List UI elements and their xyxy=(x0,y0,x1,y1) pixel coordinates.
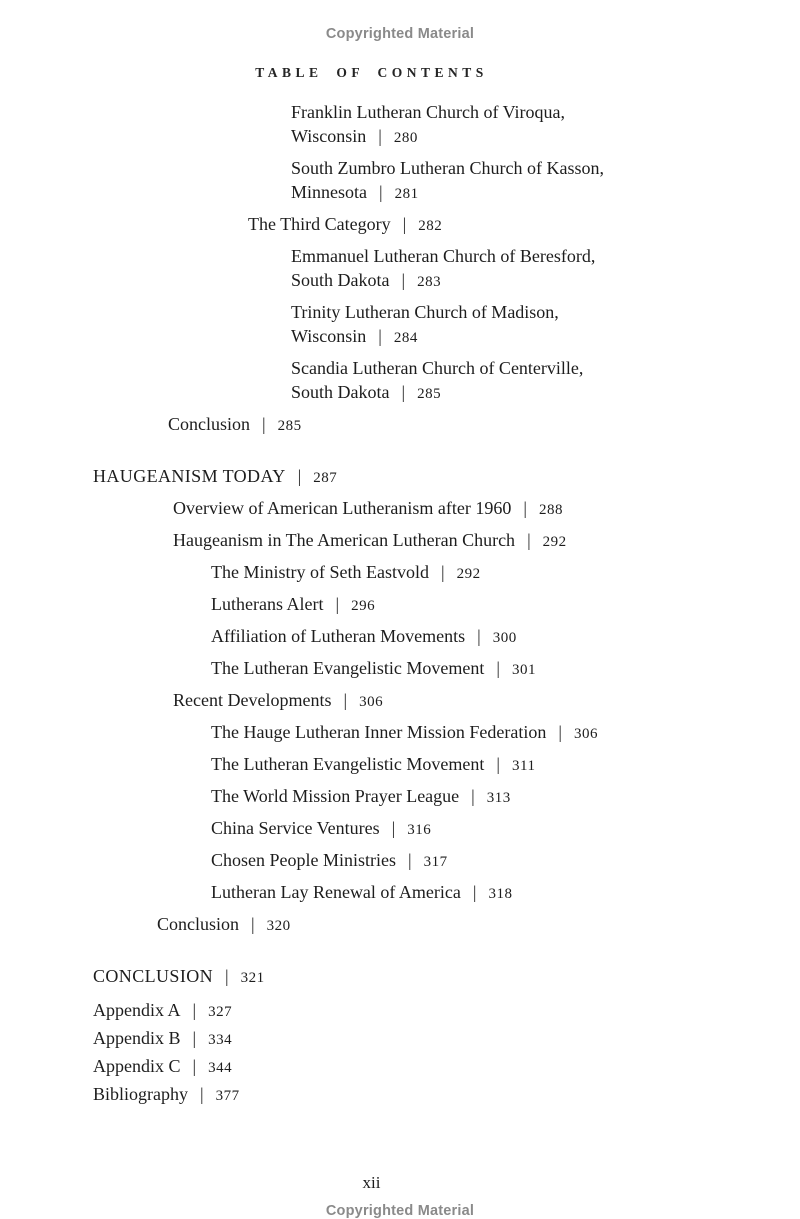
toc-entry-title: Appendix B xyxy=(93,1028,181,1048)
page-number: 296 xyxy=(351,598,376,614)
separator-bar: | xyxy=(401,382,406,402)
toc-entry xyxy=(93,356,650,406)
toc-entry xyxy=(93,880,650,906)
toc-chapter-title: CONCLUSION xyxy=(93,966,214,986)
separator-bar: | xyxy=(379,182,383,202)
toc-entry-title: Bibliography xyxy=(93,1084,188,1104)
separator-bar: | xyxy=(343,690,348,710)
toc-entry-title: Emmanuel Lutheran Church of Beresford, xyxy=(291,246,596,266)
separator-bar: | xyxy=(523,498,527,518)
toc-entry-title: Conclusion xyxy=(168,414,251,434)
toc-entry-title-continuation: South Dakota xyxy=(291,270,390,290)
page-number: 377 xyxy=(215,1088,240,1104)
separator-bar: | xyxy=(378,126,382,146)
toc-content xyxy=(93,64,650,1195)
page-number: 284 xyxy=(393,330,418,346)
toc-entry xyxy=(93,752,650,778)
toc-entry xyxy=(93,300,650,350)
page-number: 283 xyxy=(417,274,442,290)
separator-bar: | xyxy=(192,1056,197,1076)
separator-bar: | xyxy=(408,850,412,870)
toc-chapter-entry xyxy=(93,964,650,990)
toc-entry-title: Conclusion xyxy=(157,914,240,934)
toc-entry xyxy=(93,528,650,554)
toc-entry-title: Overview of American Lutheranism after 1960 xyxy=(173,498,512,518)
toc-entry xyxy=(93,1054,650,1080)
page-number: 321 xyxy=(240,970,265,986)
toc-entry-title-continuation: Wisconsin xyxy=(291,326,367,346)
separator-bar: | xyxy=(558,722,563,742)
separator-bar: | xyxy=(496,754,501,774)
toc-entry xyxy=(93,998,650,1024)
separator-bar: | xyxy=(251,914,255,934)
separator-bar: | xyxy=(472,882,477,902)
toc-entry xyxy=(93,412,650,438)
separator-bar: | xyxy=(192,1000,197,1020)
page-number: 313 xyxy=(486,790,511,806)
separator-bar: | xyxy=(225,966,229,986)
page-number: 311 xyxy=(512,758,536,774)
page-number: 292 xyxy=(456,566,481,582)
toc-entry xyxy=(93,848,650,874)
toc-entry xyxy=(93,656,650,682)
page-title: TABLE OF CONTENTS xyxy=(255,65,488,80)
toc-chapter-title: HAUGEANISM TODAY xyxy=(93,466,286,486)
toc-entry xyxy=(93,1026,650,1052)
separator-bar: | xyxy=(471,786,475,806)
toc-entry xyxy=(93,560,650,586)
toc-entry-title-continuation: Wisconsin xyxy=(291,126,367,146)
separator-bar: | xyxy=(297,466,302,486)
page-number: 344 xyxy=(208,1060,233,1076)
toc-entry-title: Haugeanism in The American Lutheran Church xyxy=(173,530,516,550)
page-number: 280 xyxy=(393,130,418,146)
separator-bar: | xyxy=(402,214,407,234)
toc-entry-title: The Lutheran Evangelistic Movement xyxy=(211,754,485,774)
toc-entry xyxy=(93,1082,650,1108)
toc-entry-title: Scandia Lutheran Church of Centerville, xyxy=(291,358,584,378)
toc-entry xyxy=(93,624,650,650)
separator-bar: | xyxy=(192,1028,197,1048)
page-number: 285 xyxy=(417,386,442,402)
separator-bar: | xyxy=(477,626,481,646)
toc-entry-title: China Service Ventures xyxy=(211,818,380,838)
separator-bar: | xyxy=(527,530,531,550)
page-number: 327 xyxy=(208,1004,233,1020)
toc-entry-title: The Ministry of Seth Eastvold xyxy=(211,562,429,582)
page-number: 281 xyxy=(394,186,419,202)
toc-entry-title: Lutheran Lay Renewal of America xyxy=(211,882,461,902)
toc-entry xyxy=(93,592,650,618)
copyright-notice-bottom: Copyrighted Material xyxy=(325,1203,475,1219)
toc-entry-title: Franklin Lutheran Church of Viroqua, xyxy=(291,102,566,122)
page-number: 285 xyxy=(277,418,302,434)
separator-bar: | xyxy=(378,326,382,346)
page-number: 282 xyxy=(418,218,443,234)
toc-entry xyxy=(93,156,650,206)
separator-bar: | xyxy=(262,414,266,434)
separator-bar: | xyxy=(391,818,396,838)
separator-bar: | xyxy=(401,270,406,290)
toc-entry xyxy=(93,244,650,294)
toc-entry xyxy=(93,912,650,938)
page-number: 334 xyxy=(208,1032,233,1048)
toc-entry-title: South Zumbro Lutheran Church of Kasson, xyxy=(291,158,604,178)
toc-entry-title: Chosen People Ministries xyxy=(211,850,396,870)
page-number: 288 xyxy=(539,502,563,518)
separator-bar: | xyxy=(496,658,501,678)
toc-entry-title: Recent Developments xyxy=(173,690,332,710)
page-number: 318 xyxy=(488,886,513,902)
toc-entry-title: Appendix A xyxy=(93,1000,181,1020)
toc-chapter-entry xyxy=(93,464,650,490)
separator-bar: | xyxy=(335,594,340,614)
toc-entry-title: Lutherans Alert xyxy=(211,594,324,614)
toc-entry-title: The World Mission Prayer League xyxy=(211,786,460,806)
page-number: 300 xyxy=(492,630,517,646)
page-number: 320 xyxy=(266,918,291,934)
toc-entry-title: The Lutheran Evangelistic Movement xyxy=(211,658,485,678)
page-number: 306 xyxy=(359,694,384,710)
toc-entry-title: Appendix C xyxy=(93,1056,181,1076)
toc-entry xyxy=(93,496,650,522)
page-number: 306 xyxy=(574,726,599,742)
toc-entry xyxy=(93,720,650,746)
toc-entry-title-continuation: South Dakota xyxy=(291,382,390,402)
toc-entry-title: The Hauge Lutheran Inner Mission Federation xyxy=(211,722,547,742)
page-number: 301 xyxy=(512,662,537,678)
separator-bar: | xyxy=(200,1084,204,1104)
toc-entry xyxy=(93,100,650,150)
toc-entry xyxy=(93,816,650,842)
page-number: 316 xyxy=(407,822,432,838)
page-number: 292 xyxy=(542,534,567,550)
toc-entry-title: The Third Category xyxy=(248,214,391,234)
separator-bar: | xyxy=(440,562,445,582)
page-number: 287 xyxy=(313,470,338,486)
toc-entry xyxy=(93,212,650,238)
page-number: 317 xyxy=(423,854,448,870)
toc-entry xyxy=(93,784,650,810)
folio-page-number: xii xyxy=(362,1173,381,1192)
toc-entry-title: Trinity Lutheran Church of Madison, xyxy=(291,302,559,322)
toc-entry-title: Affiliation of Lutheran Movements xyxy=(211,626,466,646)
copyright-notice-top: Copyrighted Material xyxy=(325,26,475,42)
toc-entry-title-continuation: Minnesota xyxy=(291,182,367,202)
toc-entry xyxy=(93,688,650,714)
